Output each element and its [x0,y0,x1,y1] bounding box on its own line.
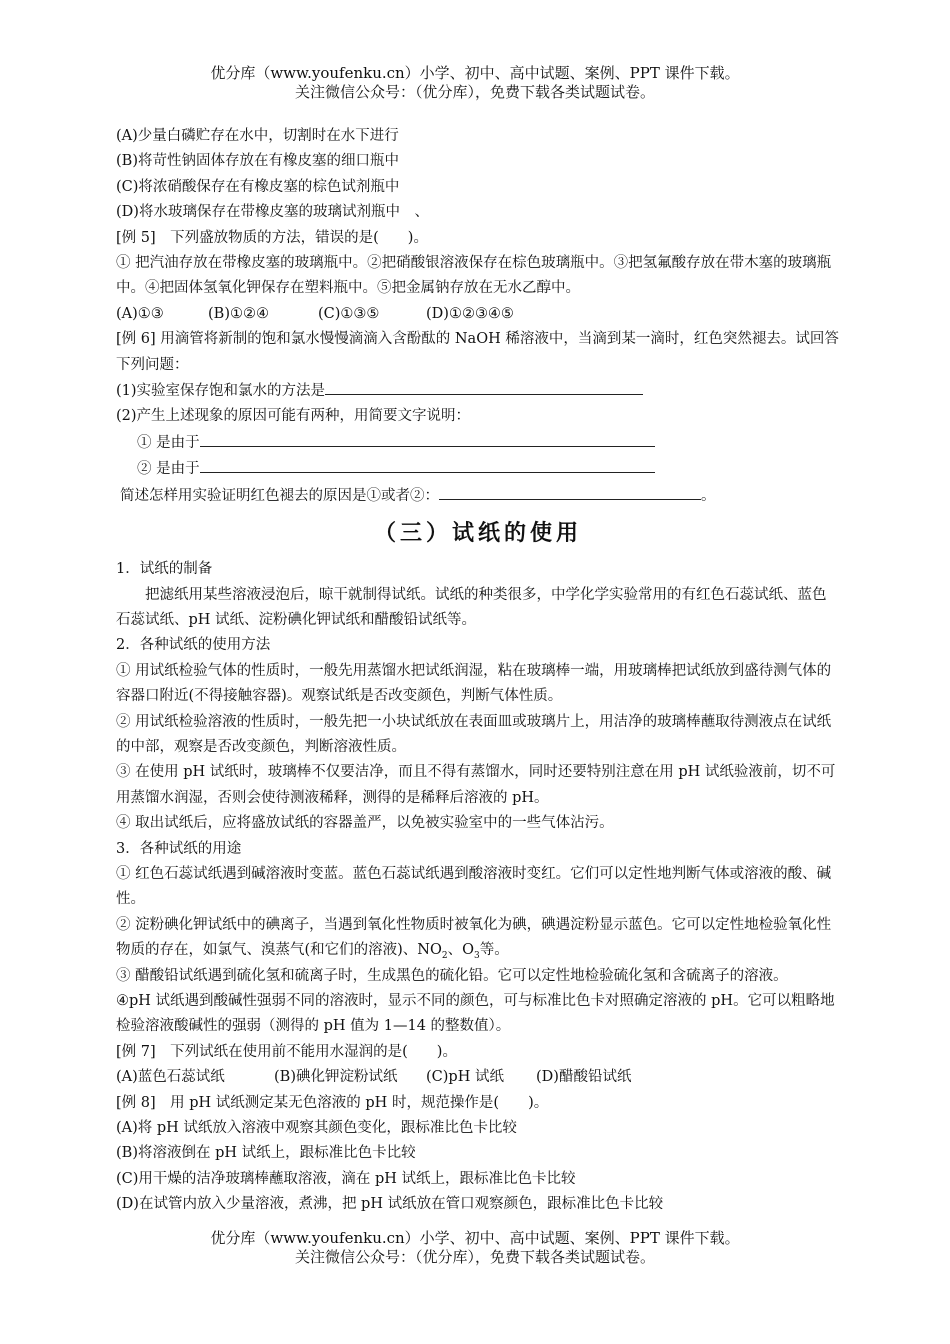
example-7-options [116,1065,840,1090]
example-5-body: ① 把汽油存放在带橡皮塞的玻璃瓶中。②把硝酸银溶液保存在棕色玻璃瓶中。③把氢氟酸存放在带木塞的玻璃瓶中。④把固体氢氧化钾保存在塑料瓶中。⑤把金属钠存放在无水乙醇中。 [116,255,832,297]
example-7-option-a: (A)蓝色石蕊试纸 [116,1069,225,1086]
example-6-reason-2 [116,456,840,482]
example-7-option-d: (D)醋酸铅试纸 [536,1069,632,1086]
example-8-option-c: (C)用干燥的洁净玻璃棒蘸取溶液，滴在 pH 试纸上，跟标准比色卡比较 [116,1170,576,1187]
reason-1-label: ① 是由于 [137,434,200,451]
part-2-item-1: ① 用试纸检验气体的性质时，一般先用蒸馏水把试纸润湿，粘在玻璃棒一端，用玻璃棒把试纸放到盛待测气体的容器口附近(不得接触容器)。观察试纸是否改变颜色，判断气体性质。 [116,662,832,705]
header-line-1: 优分库（www.youfenku.cn）小学、初中、高中试题、案例、PPT 课件下载。 [210,64,740,82]
part-2-heading: 2．各种试纸的使用方法 [116,637,271,654]
example-7-option-c: (C)pH 试纸 [426,1069,504,1086]
part-2-item-2: ② 用试纸检验溶液的性质时，一般先把一小块试纸放在表面皿或玻璃片上，用洁净的玻璃棒蘸取待测液点在试纸的中部，观察是否改变颜色，判断溶液性质。 [116,713,832,755]
example-8-question: [例 8] 用 pH 试纸测定某无色溶液的 pH 时，规范操作是( )。 [116,1094,549,1111]
example-8-option-b: (B)将溶液倒在 pH 试纸上，跟标准比色卡比较 [116,1145,416,1162]
part-3-item-4: ④pH 试纸遇到酸碱性强弱不同的溶液时，显示不同的颜色，可与标准比色卡对照确定溶液的 pH。它可以粗略地检验溶液酸碱性的强弱（测得的 pH 值为 1—14 的整数值）。 [116,993,835,1035]
example-6-q3-text: 简述怎样用实验证明红色褪去的原因是①或者②： [120,487,439,504]
example-6-question: [例 6] 用滴管将新制的饱和氯水慢慢滴滴入含酚酞的 NaOH 稀溶液中，当滴到某一滴时，红色突然褪去。试回答下列问题： [116,331,839,373]
part-3-heading: 3．各种试纸的用途 [116,840,242,857]
document-body [116,124,840,1218]
part-1-heading: 1．试纸的制备 [116,561,213,578]
part-3-item-1: ① 红色石蕊试纸遇到碱溶液时变蓝。蓝色石蕊试纸遇到酸溶液时变红。它们可以定性地判断气体或溶液的酸、碱性。 [116,865,832,908]
example-6-q1-text: (1)实验室保存饱和氯水的方法是 [116,383,326,400]
example-6-reason-1 [116,430,840,456]
answer-blank-3[interactable] [200,456,655,473]
part-3-item-2 [116,913,840,964]
page-footer [0,1229,950,1267]
footer-line-1: 优分库（www.youfenku.cn）小学、初中、高中试题、案例、PPT 课件下载。 [210,1229,740,1247]
part-3-item-3: ③ 醋酸铅试纸遇到硫化氢和硫离子时，生成黑色的硫化铅。它可以定性地检验硫化氢和含硫离子的溶液。 [116,967,788,984]
part-2-item-3: ③ 在使用 pH 试纸时，玻璃棒不仅要洁净，而且不得有蒸馏水，同时还要特别注意在用 pH 试纸验液前，切不可用蒸馏水润湿，否则会使待测液稀释，测得的是稀释后溶液的 pH。 [116,764,836,806]
example-6-q3-end: 。 [701,487,716,504]
footer-line-2: 关注微信公众号：（优分库），免费下载各类试题试卷。 [294,1248,655,1266]
example-5-options [116,302,840,327]
no2-subscript: 2 [441,951,448,962]
o3-subscript: 3 [474,951,480,962]
part-3-item-2-mid: 、O [447,942,475,959]
option-a: (A)少量白磷贮存在水中，切割时在水下进行 [116,128,399,144]
header-line-2: 关注微信公众号：（优分库），免费下载各类试题试卷。 [294,83,655,101]
example-6-q3 [116,483,840,509]
reason-2-label: ② 是由于 [137,461,200,478]
example-5-option-b: (B)①②④ [208,305,269,322]
option-c: (C)将浓硝酸保存在有橡皮塞的棕色试剂瓶中 [116,178,400,195]
section-title: （三）试纸的使用 [373,521,582,547]
option-b: (B)将苛性钠固体存放在有橡皮塞的细口瓶中 [116,153,399,170]
example-5-option-c: (C)①③⑤ [318,305,380,322]
example-5-question: [例 5] 下列盛放物质的方法，错误的是( )。 [116,229,428,246]
answer-blank-4[interactable] [439,483,701,500]
part-2-item-4: ④ 取出试纸后，应将盛放试纸的容器盖严，以免被实验室中的一些气体沾污。 [116,815,614,832]
example-7-option-b: (B)碘化钾淀粉试纸 [274,1069,398,1086]
answer-blank-2[interactable] [200,430,655,447]
example-7-question: [例 7] 下列试纸在使用前不能用水湿润的是( )。 [116,1043,457,1060]
example-6-q2: (2)产生上述现象的原因可能有两种，用简要文字说明： [116,408,471,425]
example-8-option-a: (A)将 pH 试纸放入溶液中观察其颜色变化，跟标准比色卡比较 [116,1120,517,1137]
example-6-q1 [116,378,840,404]
example-5-option-a: (A)①③ [116,305,164,322]
example-5-option-d: (D)①②③④⑤ [426,305,514,322]
part-3-item-2-pre: ② 淀粉碘化钾试纸中的碘离子，当遇到氧化性物质时被氧化为碘，碘遇淀粉显示蓝色。它可以定性地检验氧化性物质的存在，如氯气、溴蒸气(和它们的溶液)、NO [116,916,832,959]
part-3-item-2-post: 等。 [479,942,509,959]
part-1-text: 把滤纸用某些溶液浸泡后，晾干就制得试纸。试纸的种类很多，中学化学实验常用的有红色石蕊试纸、蓝色石蕊试纸、pH 试纸、淀粉碘化钾试纸和醋酸铅试纸等。 [116,586,827,628]
page-header [0,64,950,102]
option-d: (D)将水玻璃保存在带橡皮塞的玻璃试剂瓶中 、 [116,204,429,221]
example-8-option-d: (D)在试管内放入少量溶液，煮沸，把 pH 试纸放在管口观察颜色，跟标准比色卡比较 [116,1196,664,1213]
answer-blank-1[interactable] [325,378,643,395]
